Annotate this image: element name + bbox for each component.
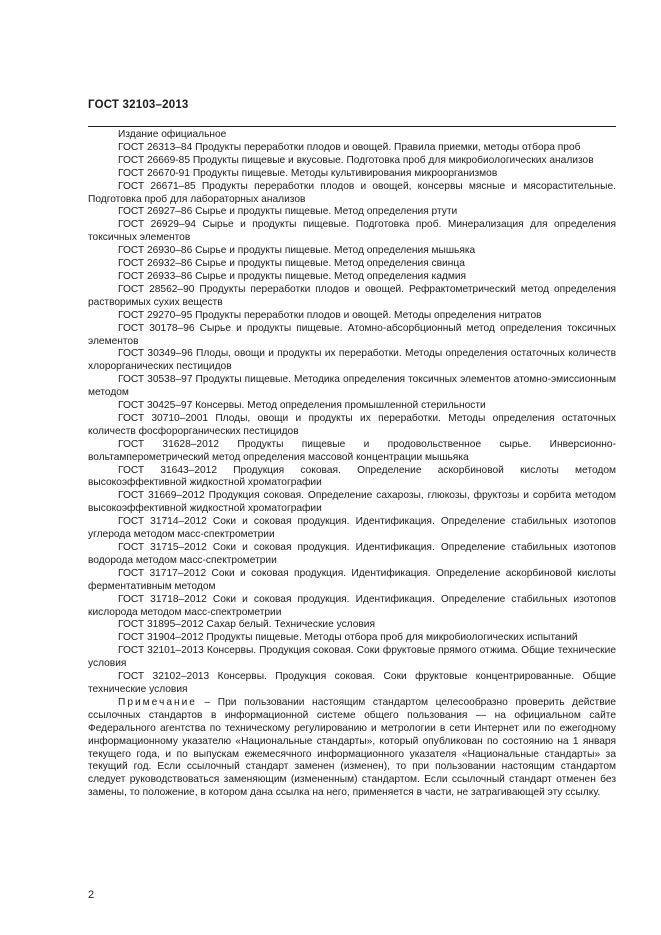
reference-entry: ГОСТ 26932–86 Сырье и продукты пищевые. Метод определения свинца <box>118 258 465 270</box>
reference-entry: ГОСТ 30710–2001 Плоды, овощи и продукты их переработки. Методы определения остаточных количеств фосфорорганических пестицидов <box>88 412 616 437</box>
note-paragraph <box>88 697 616 800</box>
reference-entry: ГОСТ 31714–2012 Соки и соковая продукция. Идентификация. Определение стабильных изотопов углерода методом масс-спектрометрии <box>88 516 616 541</box>
reference-entry: ГОСТ 31628–2012 Продукты пищевые и продовольственное сырье. Инверсионно-вольтамперометрический метод определения массовой концентрации мышьяка <box>88 438 616 463</box>
document-header: ГОСТ 32103–2013 <box>88 99 189 111</box>
reference-entry: ГОСТ 31718–2012 Соки и соковая продукция. Идентификация. Определение стабильных изотопов кислорода методом масс-спектрометрии <box>88 593 616 618</box>
page-number: 2 <box>88 889 95 901</box>
reference-entry: ГОСТ 30538–97 Продукты пищевые. Методика определения токсичных элементов атомно-эмиссионным методом <box>88 374 616 399</box>
reference-entry: ГОСТ 26313–84 Продукты переработки плодов и овощей. Правила приемки, методы отбора проб <box>118 141 581 153</box>
reference-entry: ГОСТ 29270–95 Продукты переработки плодов и овощей. Методы определения нитратов <box>118 309 542 321</box>
reference-entry: ГОСТ 31717–2012 Соки и соковая продукция. Идентификация. Определение аскорбиновой кислоты ферментативным методом <box>88 567 616 592</box>
reference-entry: ГОСТ 30178–96 Сырье и продукты пищевые. Атомно-абсорбционный метод определения токсичных элементов <box>88 322 616 347</box>
reference-entry: ГОСТ 26933–86 Сырье и продукты пищевые. Метод определения кадмия <box>118 270 467 282</box>
reference-entry: ГОСТ 31715–2012 Соки и соковая продукция. Идентификация. Определение стабильных изотопов водорода методом масс-спектрометрии <box>88 542 616 566</box>
reference-entry: ГОСТ 26929–94 Сырье и продукты пищевые. Подготовка проб. Минерализация для определения токсичных элементов <box>88 219 616 244</box>
reference-entry: ГОСТ 26927–86 Сырье и продукты пищевые. Метод определения ртути <box>118 206 458 218</box>
document-body <box>88 129 616 800</box>
reference-entry: ГОСТ 31904–2012 Продукты пищевые. Методы отбора проб для микробиологических испытаний <box>118 632 578 644</box>
reference-entry: ГОСТ 26671–85 Продукты переработки плодов и овощей, консервы мясные и мясорастительные. Подготовка проб для лабораторных анализов <box>88 180 616 205</box>
reference-entry: ГОСТ 31669–2012 Продукция соковая. Определение сахарозы, глюкозы, фруктозы и сорбита методом высокоэффективной жидкостной хроматографии <box>88 490 616 515</box>
reference-entry: ГОСТ 31895–2012 Сахар белый. Технические условия <box>118 619 376 631</box>
header-rule <box>88 126 616 127</box>
reference-entry: ГОСТ 32102–2013 Консервы. Продукция соковая. Соки фруктовые концентрированные. Общие технические условия <box>88 671 616 695</box>
reference-entry: ГОСТ 30425–97 Консервы. Метод определения промышленной стерильности <box>118 400 486 412</box>
reference-entry: ГОСТ 28562–90 Продукты переработки плодов и овощей. Рефрактометрический метод определения растворимых сухих веществ <box>88 283 616 308</box>
reference-entry: ГОСТ 26930–86 Сырье и продукты пищевые. Метод определения мышьяка <box>118 245 476 257</box>
reference-entry: ГОСТ 30349–96 Плоды, овощи и продукты их переработки. Методы определения остаточных количеств хлорорганических пестицидов <box>88 348 616 373</box>
paragraph: Издание официальное <box>118 129 227 140</box>
note-text: – При пользовании настоящим стандартом целесообразно проверить действие ссылочных стандартов в информационной системе общего пользования — на официальном сайте Федерального агентства по техническому регулированию и метрологии в сети Интернет или по ежегодному информационному указателю «Национальные стандарты», который опубликован по состоянию на 1 января текущего года, и по выпускам ежемесячного информационного указателя «Национальные стандарты» за текущий год. Если ссылочный стандарт заменен (изменен), то при пользовании настоящим стандартом следует руководствоваться заменяющим (измененным) стандартом. Если ссылочный стандарт отменен без замены, то положение, в котором дана ссылка на него, применяется в части, не затрагивающей эту ссылку. <box>88 696 616 799</box>
reference-entry: ГОСТ 32101–2013 Консервы. Продукция соковая. Соки фруктовые прямого отжима. Общие технические условия <box>88 645 616 670</box>
reference-entry: ГОСТ 26669-85 Продукты пищевые и вкусовые. Подготовка проб для микробиологических анализов <box>118 154 594 166</box>
reference-entry: ГОСТ 26670-91 Продукты пищевые. Методы культивирования микроорганизмов <box>118 167 498 179</box>
note-label: Примечание <box>118 696 197 708</box>
reference-entry: ГОСТ 31643–2012 Продукция соковая. Определение аскорбиновой кислоты методом высокоэффективной жидкостной хроматографии <box>88 464 616 489</box>
